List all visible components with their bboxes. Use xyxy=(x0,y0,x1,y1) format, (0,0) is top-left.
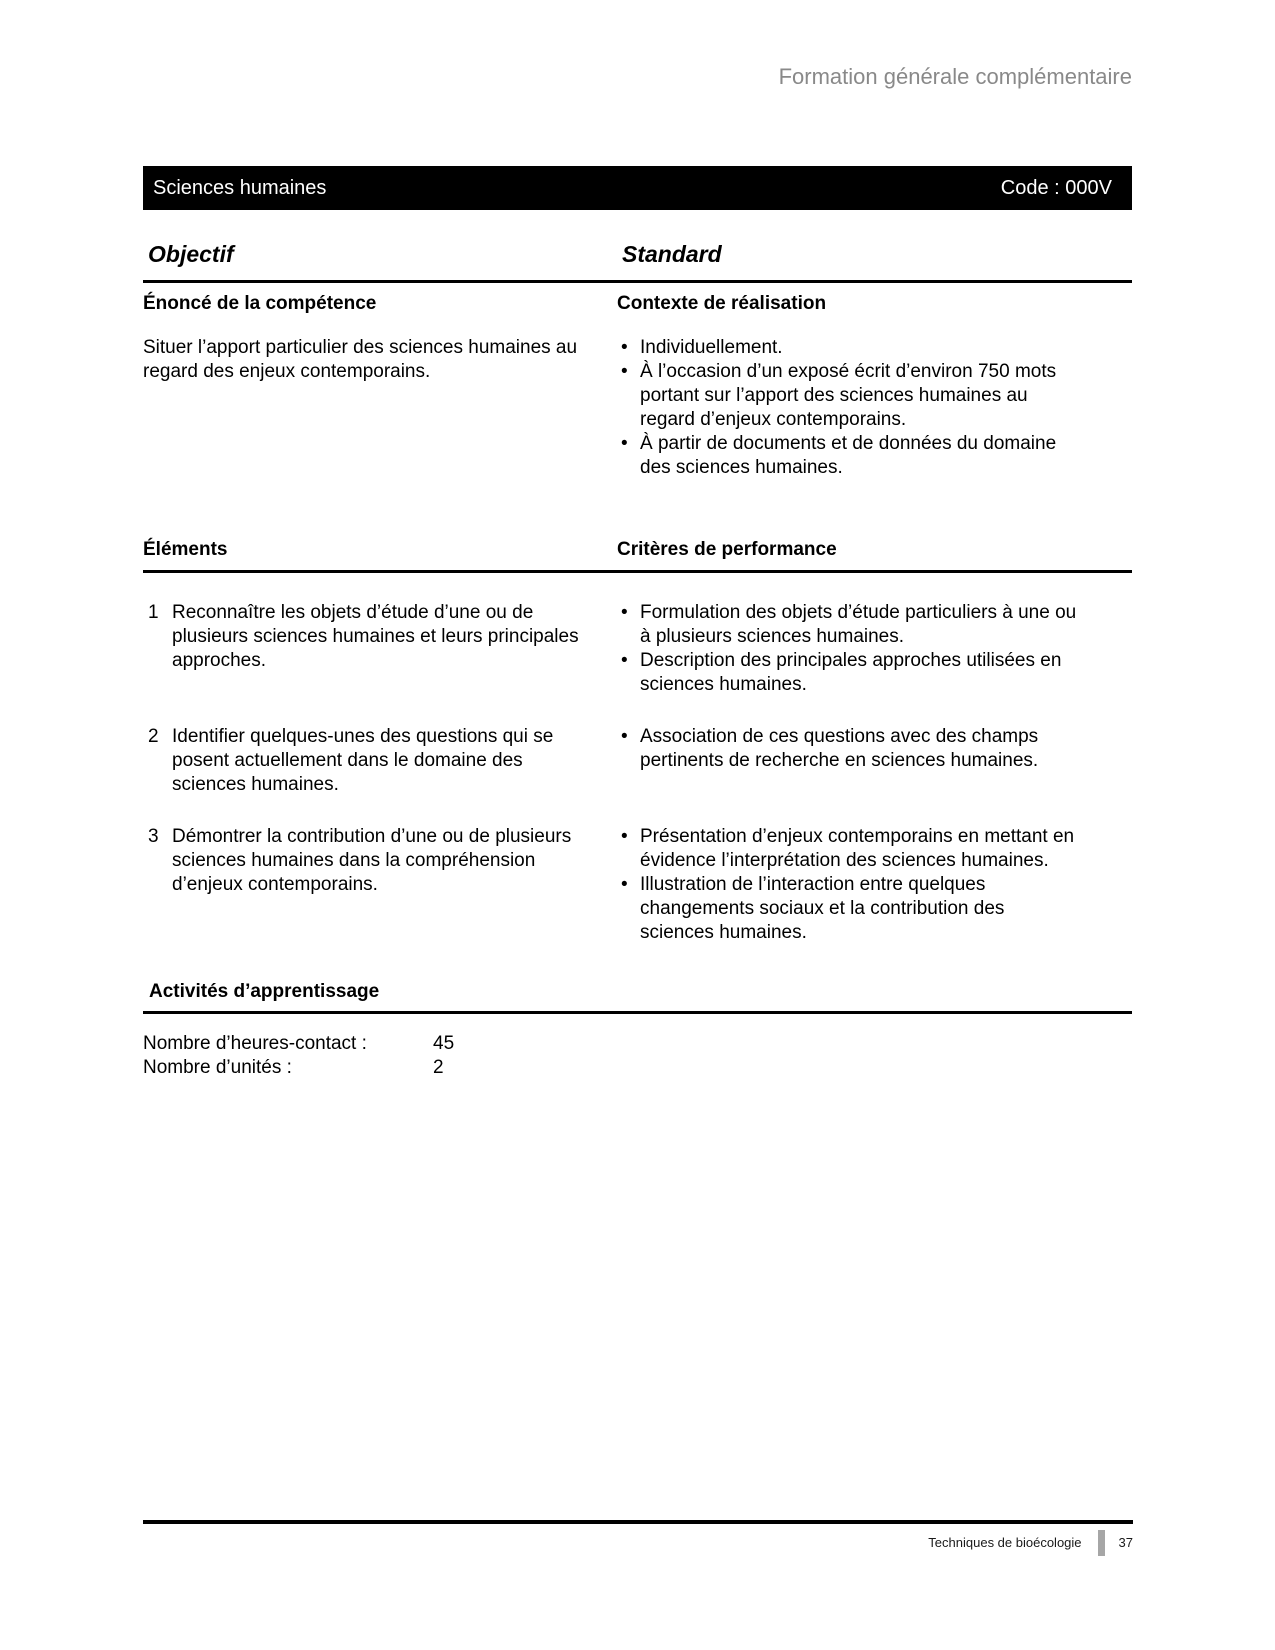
units-value: 2 xyxy=(433,1057,444,1078)
element-text: Identifier quelques-unes des questions qui se posent actuellement dans le domaine des sciences humaines. xyxy=(172,726,554,795)
objectif-heading: Objectif xyxy=(148,241,234,267)
critere-bullet: • Présentation d’enjeux contemporains en mettant en évidence l’interprétation des sciences humaines. xyxy=(617,825,1080,873)
course-code: Code : 000V xyxy=(1000,177,1112,199)
footer-program: Techniques de bioécologie xyxy=(928,1535,1082,1550)
activites-rows xyxy=(143,1032,1132,1080)
element-item xyxy=(143,825,1132,945)
element-number: 2 xyxy=(148,726,159,747)
criteria-bullet-list xyxy=(617,601,1080,697)
critere-bullet: • Formulation des objets d’étude particuliers à une ou à plusieurs sciences humaines. xyxy=(617,601,1080,649)
critere-bullet: • Description des principales approches utilisées en sciences humaines. xyxy=(617,649,1080,697)
element-item xyxy=(143,725,1132,797)
page-header: Formation générale complémentaire xyxy=(778,64,1132,89)
enonce-text: Situer l’apport particulier des sciences humaines au regard des enjeux contemporains. xyxy=(143,337,578,382)
contexte-bullet: • À l’occasion d’un exposé écrit d’environ 750 mots portant sur l’apport des sciences humaines au regard d’enjeux contemporains. xyxy=(617,360,1080,432)
critere-bullet: • Illustration de l’interaction entre quelques changements sociaux et la contribution des sciences humaines. xyxy=(617,873,1080,945)
objectif-standard-header-row xyxy=(143,240,1132,283)
competence-contexte-row xyxy=(143,292,1132,480)
element-number: 1 xyxy=(148,602,159,623)
contexte-bullet-list xyxy=(617,336,1080,480)
element-item xyxy=(143,601,1132,697)
page-footer xyxy=(143,1520,1133,1556)
contexte-column xyxy=(617,292,1080,480)
element-text: Reconnaître les objets d’étude d’une ou de plusieurs sciences humaines et leurs principales approches. xyxy=(172,602,579,671)
element-text: Démontrer la contribution d’une ou de plusieurs sciences humaines dans la compréhension d’enjeux contemporains. xyxy=(172,826,572,895)
critere-bullet: • Association de ces questions avec des champs pertinents de recherche en sciences humaines. xyxy=(617,725,1080,773)
activites-heading: Activités d’apprentissage xyxy=(143,980,1132,1014)
enonce-column xyxy=(143,292,617,480)
footer-text-row xyxy=(143,1530,1133,1556)
element-text-cell xyxy=(143,601,617,697)
criteres-heading: Critères de performance xyxy=(617,539,837,560)
page-content xyxy=(143,0,1132,1080)
course-title-bar xyxy=(143,166,1132,210)
elements-heading: Éléments xyxy=(143,539,228,560)
hours-row xyxy=(143,1032,1132,1056)
elements-criteres-header-row xyxy=(143,538,1132,573)
criteria-cell xyxy=(617,725,1080,797)
units-label: Nombre d’unités : xyxy=(143,1057,292,1078)
hours-value: 45 xyxy=(433,1033,455,1054)
standard-heading: Standard xyxy=(622,241,722,267)
footer-separator xyxy=(1098,1530,1105,1556)
hours-label: Nombre d’heures-contact : xyxy=(143,1033,367,1054)
course-title: Sciences humaines xyxy=(153,177,327,199)
contexte-heading: Contexte de réalisation xyxy=(617,293,827,314)
criteria-cell xyxy=(617,601,1080,697)
element-number: 3 xyxy=(148,826,159,847)
footer-rule xyxy=(143,1520,1133,1524)
contexte-bullet: • Individuellement. xyxy=(617,336,1080,360)
footer-page-number: 37 xyxy=(1118,1535,1133,1550)
contexte-bullet: • À partir de documents et de données du domaine des sciences humaines. xyxy=(617,432,1080,480)
criteria-bullet-list xyxy=(617,825,1080,945)
units-row xyxy=(143,1056,1132,1080)
element-text-cell xyxy=(143,825,617,945)
criteria-bullet-list xyxy=(617,725,1080,773)
element-text-cell xyxy=(143,725,617,797)
criteria-cell xyxy=(617,825,1080,945)
enonce-heading: Énoncé de la compétence xyxy=(143,293,377,314)
